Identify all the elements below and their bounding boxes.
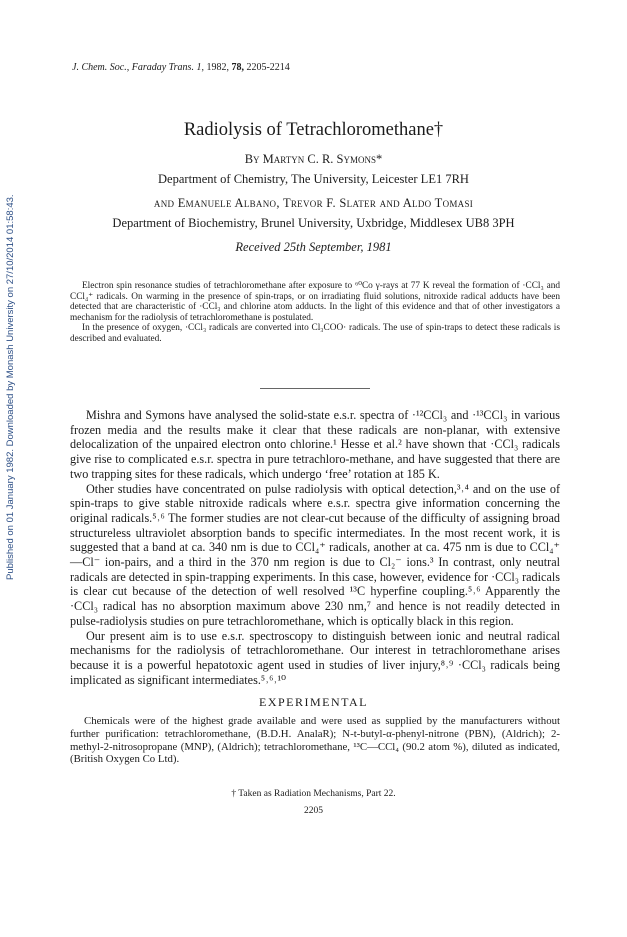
footnote: † Taken as Radiation Mechanisms, Part 22. — [231, 789, 396, 799]
abstract-paragraph: Electron spin resonance studies of tetrachloromethane after exposure to ⁶⁰Co γ-rays at 77 K reveal the formation of ·CCl₃ and CCl₄⁺ radicals. On warming in the presence of spin-traps, or on irradiating fluid solutions, nitroxide radical adducts have been detected that are characteristic of ·CCl₃ and chlorine atom adducts. In the light of this evidence and that of other investigators a mechanism for the radiolysis of tetrachloromethane is postulated. — [70, 281, 560, 323]
body-paragraph: Mishra and Symons have analysed the solid-state e.s.r. spectra of ·¹²CCl₃ and ·¹³CCl₃ in various frozen media and the results make it clear that these radicals are non-planar, with extensive delocalization of the unpaired electron onto chlorine.¹ Hesse et al.² have shown that ·CCl₃ radicals give rise to complicated e.s.r. spectra in pure tetrachloro-methane, and have suggested that there are two trapping sites for these radicals, which undergo ‘free’ rotation at 185 K. — [70, 408, 560, 481]
experimental-heading: EXPERIMENTAL — [258, 695, 369, 709]
abstract — [70, 281, 560, 345]
journal-citation — [72, 62, 290, 73]
journal-volume: 78, — [231, 62, 244, 73]
journal-name: J. Chem. Soc., Faraday Trans. 1, — [72, 62, 204, 73]
article-title: Radiolysis of Tetrachloromethane† — [183, 120, 444, 140]
experimental-text — [70, 715, 560, 766]
author-line-2: and Emanuele Albano, Trevor F. Slater and Aldo Tomasi — [153, 196, 474, 210]
received-date: Received 25th September, 1981 — [235, 240, 392, 254]
affiliation-2: Department of Biochemistry, Brunel University, Uxbridge, Middlesex UB8 3PH — [112, 216, 515, 230]
body-paragraph: Other studies have concentrated on pulse radiolysis with optical detection,³˒⁴ and on the use of spin-traps to give stable nitroxide radicals where e.s.r. spectra give information concerning the original radicals.⁵˒⁶ The former studies are not clear-cut because of the difficulty of assigning broad structureless ultraviolet absorption bands to specific intermediates. In the most recent work, it is suggested that a band at ca. 340 nm is due to CCl₄⁺ radicals, another at ca. 475 nm is due to CCl₄⁺—Cl⁻ ion-pairs, and a third in the 370 nm region is due to Cl₂⁻ ions.³ In contrast, only neutral radicals are detected in spin-trapping experiments. In this case, however, evidence for ·CCl₃ radicals is clear cut because of the detection of well resolved ¹³C hyperfine coupling.⁵˒⁶ Apparently the ·CCl₃ radical has no absorption maximum above 230 nm,⁷ and hence is not readily detected in pulse-radiolysis studies on pure tetrachloromethane, which is optically black in this region. — [70, 481, 560, 628]
journal-pages: 2205-2214 — [246, 62, 290, 73]
download-watermark-text: Published on 01 January 1982. Downloaded by Monash University on 27/10/2014 01:58:43. — [5, 194, 16, 580]
experimental-paragraph: Chemicals were of the highest grade available and were used as supplied by the manufacturers without further purification: tetrachloromethane, (B.D.H. AnalaR); N-t-butyl-α-phenyl-nitrone (PBN), (Aldrich); 2-methyl-2-nitrosopropane (MNP), (Aldrich); tetrachloromethane, ¹³C—CCl₄ (90.2 atom %), diluted as indicated, (British Oxygen Co Ltd). — [70, 715, 560, 766]
page-number: 2205 — [304, 806, 323, 816]
abstract-paragraph: In the presence of oxygen, ·CCl₃ radicals are converted into Cl₃COO· radicals. The use of spin-traps to detect these radicals is described and evaluated. — [70, 323, 560, 344]
author-line-1: By Martyn C. R. Symons* — [244, 152, 383, 166]
section-divider — [260, 388, 370, 389]
affiliation-1: Department of Chemistry, The University, Leicester LE1 7RH — [158, 172, 469, 186]
introduction-text — [70, 408, 560, 687]
body-paragraph: Our present aim is to use e.s.r. spectroscopy to distinguish between ionic and neutral radical mechanisms for the radiolysis of tetrachloromethane. Our interest in tetrachloromethane arises because it is a powerful hepatotoxic agent used in studies of liver injury,⁸˒⁹ ·CCl₃ radicals being implicated as significant intermediates.⁵˒⁶˒¹⁰ — [70, 628, 560, 687]
journal-year: 1982, — [206, 62, 229, 73]
